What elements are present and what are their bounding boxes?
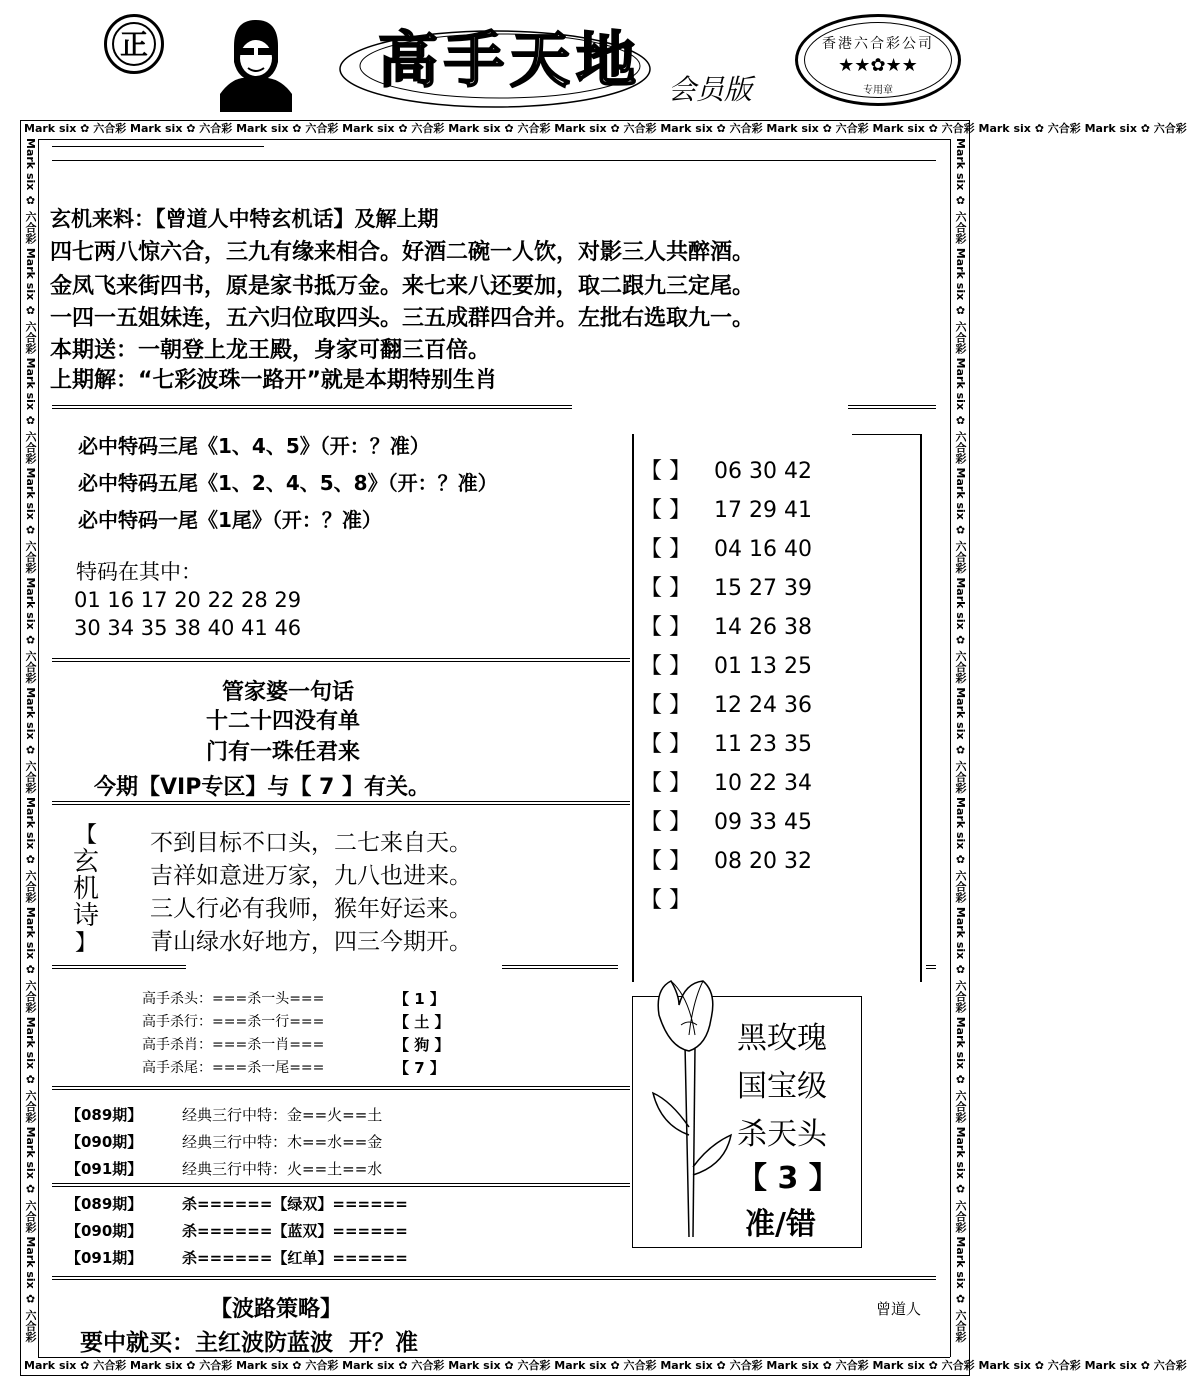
number-values: 14 26 38 [714, 615, 812, 640]
number-list-item [640, 571, 812, 602]
number-values: 12 24 36 [714, 693, 812, 718]
wave-period: 【090期】 [66, 1222, 143, 1240]
poem-line-1: 不到目标不口头，二七来自天。 [150, 830, 472, 856]
kill-label: 高手杀尾：===杀一尾=== [142, 1060, 325, 1076]
kill-label: 高手杀头：===杀一头=== [142, 991, 325, 1007]
rose-kill: 杀天头 [737, 1117, 827, 1152]
number-list-item [640, 883, 714, 914]
rose-title: 黑玫瑰 [737, 1021, 827, 1056]
poem-line-2: 吉祥如意进万家，九八也进来。 [150, 863, 472, 889]
tail-five: 必中特码五尾《1、2、4、5、8》（开：？准） [78, 471, 498, 495]
number-list-item [640, 454, 812, 485]
number-values: 08 20 32 [714, 849, 812, 874]
element-period: 【089期】 [66, 1106, 143, 1124]
housekeeper-line-3: 门有一珠任君来 [206, 740, 361, 765]
buy-advice: 要中就买：主红波防蓝波 开？准 [80, 1330, 419, 1356]
number-values: 17 29 41 [714, 498, 812, 523]
tail-one: 必中特码一尾《1尾》（开：？准） [78, 508, 382, 532]
riddle-line-2: 四七两八惊六合，三九有缘来相合。好酒二碗一人饮，对影三人共醉酒。 [50, 240, 755, 265]
number-bracket: 【 】 [640, 537, 691, 562]
special-row-2: 30 34 35 38 40 41 46 [74, 616, 302, 640]
number-bracket: 【 】 [640, 654, 691, 679]
number-values: 04 16 40 [714, 537, 812, 562]
kill-value: 【 1 】 [394, 990, 445, 1008]
rose-icon [649, 975, 733, 1245]
number-list-item [640, 493, 812, 524]
number-list-item [640, 727, 812, 758]
number-list-item [640, 688, 812, 719]
number-bracket: 【 】 [640, 771, 691, 796]
number-bracket: 【 】 [640, 810, 691, 835]
kill-label: 高手杀行：===杀一行=== [142, 1014, 325, 1030]
number-values: 09 33 45 [714, 810, 812, 835]
riddle-line-3: 金凤飞来街四书，原是家书抵万金。来七来八还要加，取二跟九三定尾。 [50, 274, 755, 299]
wave-text: 杀======【红单】====== [182, 1249, 408, 1267]
poem-line-3: 三人行必有我师，猴年好运来。 [150, 896, 472, 922]
number-values: 15 27 39 [714, 576, 812, 601]
black-rose-box [632, 996, 862, 1248]
riddle-title: 玄机来料：【曾道人中特玄机话】及解上期 [50, 207, 439, 231]
border-strip-bottom: Mark six ✿ 六合彩 Mark six ✿ 六合彩 Mark six ✿ 六合彩 Mark six ✿ 六合彩 Mark six ✿ 六合彩 Mark six ✿ 六合彩 Mark six ✿ 六合彩 Mark six ✿ 六合彩 Mark six ✿ 六合彩 Mark six ✿ 六合彩 Mark six ✿ 六合彩 [24, 1359, 1187, 1372]
housekeeper-line-1: 管家婆一句话 [222, 680, 355, 705]
seal-bottom-text: 专用章 [863, 85, 893, 96]
number-bracket: 【 】 [640, 849, 691, 874]
number-values: 10 22 34 [714, 771, 812, 796]
number-values: 11 23 35 [714, 732, 812, 757]
rose-number: 【 3 】 [737, 1161, 839, 1196]
wave-strategy: 【波路策略】 [210, 1297, 343, 1322]
seal-top-text: 香港六合彩公司 [822, 36, 934, 52]
portrait-icon [212, 16, 298, 112]
number-list-item [640, 844, 812, 875]
wave-text: 杀======【绿双】====== [182, 1195, 408, 1213]
border-strip-right: Mark six ✿ 六合彩 Mark six ✿ 六合彩 Mark six ✿ 六合彩 Mark six ✿ 六合彩 Mark six ✿ 六合彩 Mark six ✿ 六合彩 Mark six ✿ 六合彩 Mark six ✿ 六合彩 Mark six ✿ 六合彩 Mark six ✿ 六合彩 Mark six ✿ 六合彩 [954, 138, 967, 1343]
zheng-mark: 正 [112, 22, 156, 66]
special-label: 特码在其中： [76, 560, 202, 584]
housekeeper-line-2: 十二十四没有单 [206, 709, 361, 734]
company-seal [795, 14, 961, 106]
kill-label: 高手杀肖：===杀一肖=== [142, 1037, 325, 1053]
tail-three: 必中特码三尾《1、4、5》（开：？准） [78, 434, 430, 458]
element-period: 【090期】 [66, 1133, 143, 1151]
rose-result: 准/错 [745, 1207, 816, 1242]
number-bracket: 【 】 [640, 459, 691, 484]
number-list-item [640, 766, 812, 797]
wave-period: 【091期】 [66, 1249, 143, 1267]
element-text: 经典三行中特：木==水==金 [182, 1133, 383, 1151]
seal-stars: ★★✿★★ [838, 55, 918, 76]
number-list-item [640, 532, 812, 563]
element-period: 【091期】 [66, 1160, 143, 1178]
riddle-line-6: 上期解：“七彩波珠一路开”就是本期特别生肖 [50, 368, 497, 393]
kill-value: 【 7 】 [394, 1059, 445, 1077]
riddle-line-5: 本期送：一朝登上龙王殿，身家可翻三百倍。 [50, 338, 491, 363]
number-bracket: 【 】 [640, 576, 691, 601]
poem-line-4: 青山绿水好地方，四三今期开。 [150, 929, 472, 955]
rose-level: 国宝级 [737, 1069, 827, 1104]
number-values: 01 13 25 [714, 654, 812, 679]
number-bracket: 【 】 [640, 498, 691, 523]
kill-value: 【 土 】 [394, 1013, 450, 1031]
special-row-1: 01 16 17 20 22 28 29 [74, 588, 302, 612]
wave-period: 【089期】 [66, 1195, 143, 1213]
page-subtitle: 会员版 [668, 73, 753, 106]
number-list-item [640, 610, 812, 641]
riddle-line-4: 一四一五姐妹连，五六归位取四头。三五成群四合并。左批右选取九一。 [50, 306, 755, 331]
number-bracket: 【 】 [640, 615, 691, 640]
kill-value: 【 狗 】 [394, 1036, 450, 1054]
author: 曾道人 [876, 1300, 922, 1318]
element-text: 经典三行中特：火==土==水 [182, 1160, 383, 1178]
border-strip-top: Mark six ✿ 六合彩 Mark six ✿ 六合彩 Mark six ✿ 六合彩 Mark six ✿ 六合彩 Mark six ✿ 六合彩 Mark six ✿ 六合彩 Mark six ✿ 六合彩 Mark six ✿ 六合彩 Mark six ✿ 六合彩 Mark six ✿ 六合彩 Mark six ✿ 六合彩 [24, 122, 1187, 135]
border-strip-left: Mark six ✿ 六合彩 Mark six ✿ 六合彩 Mark six ✿ 六合彩 Mark six ✿ 六合彩 Mark six ✿ 六合彩 Mark six ✿ 六合彩 Mark six ✿ 六合彩 Mark six ✿ 六合彩 Mark six ✿ 六合彩 Mark six ✿ 六合彩 Mark six ✿ 六合彩 [24, 138, 37, 1343]
number-bracket: 【 】 [640, 732, 691, 757]
number-values: 06 30 42 [714, 459, 812, 484]
zheng-stamp [104, 14, 164, 74]
number-bracket: 【 】 [640, 693, 691, 718]
poem-badge: 【 玄 机 诗 】 [72, 823, 99, 956]
page-title: 高手天地 [378, 26, 642, 96]
element-text: 经典三行中特：金==火==土 [182, 1106, 383, 1124]
number-list-item [640, 805, 812, 836]
number-bracket: 【 】 [640, 888, 691, 913]
wave-text: 杀======【蓝双】====== [182, 1222, 408, 1240]
number-list-item [640, 649, 812, 680]
housekeeper-line-4: 今期【VIP专区】与【 7 】有关。 [94, 775, 430, 800]
